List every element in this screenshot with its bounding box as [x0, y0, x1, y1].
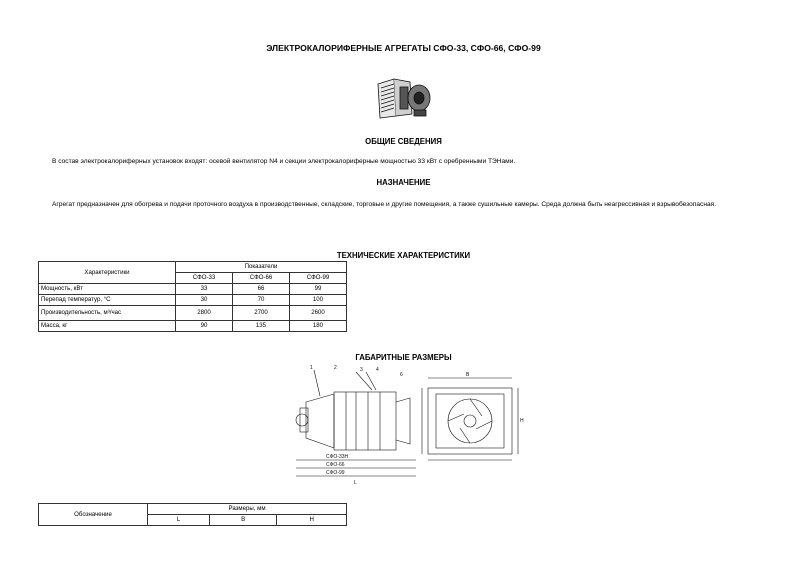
dim-letter: H — [520, 418, 524, 424]
callout-label: 3 — [360, 367, 363, 373]
col-sizes: Размеры, мм — [148, 504, 347, 515]
purpose-text: Агрегат предназначен для обогрева и подачи проточного воздуха в производственные, складские, торговые и другие помещения, а также сушильные камеры. Среда должна быть неагрессивная и взрывобезопасная. — [52, 201, 717, 208]
dimensions-drawing — [276, 364, 532, 488]
cell: 2800 — [176, 306, 233, 321]
dim-col-header: L — [148, 515, 210, 526]
dimensions-table — [38, 503, 347, 526]
table-row — [39, 284, 347, 295]
col-indicators: Показатели — [176, 262, 347, 273]
tech-heading: ТЕХНИЧЕСКИЕ ХАРАКТЕРИСТИКИ — [336, 251, 471, 260]
model-dim-label: СФО-66 — [326, 462, 345, 468]
cell: 99 — [290, 284, 347, 295]
cell: 70 — [233, 295, 290, 306]
dim-letter: B — [466, 372, 470, 378]
table-row — [39, 321, 347, 332]
tech-table — [38, 261, 347, 332]
cell: 66 — [233, 284, 290, 295]
callout-label: 4 — [376, 367, 379, 373]
cell: 30 — [176, 295, 233, 306]
cell: 33 — [176, 284, 233, 295]
row-label: Мощность, кВт — [39, 284, 176, 295]
model-dim-label: СФО-33Н — [326, 454, 349, 460]
model-header: СФО-66 — [233, 273, 290, 284]
callout-label: 6 — [400, 372, 403, 378]
callout-label: 1 — [310, 365, 313, 371]
row-label: Производительность, м³/час — [39, 306, 176, 321]
dim-letter: L — [354, 480, 357, 486]
row-label: Перепад температур, °С — [39, 295, 176, 306]
dimensions-heading: ГАБАРИТНЫЕ РАЗМЕРЫ — [355, 353, 452, 362]
general-heading: ОБЩИЕ СВЕДЕНИЯ — [365, 137, 442, 146]
row-label: Масса, кг — [39, 321, 176, 332]
col-characteristics: Характеристики — [39, 262, 176, 284]
dim-col-header: H — [277, 515, 347, 526]
product-thumbnail-image — [372, 74, 434, 122]
col-designation: Обозначение — [39, 504, 148, 526]
model-header: СФО-99 — [290, 273, 347, 284]
table-row — [39, 295, 347, 306]
cell: 90 — [176, 321, 233, 332]
cell: 2700 — [233, 306, 290, 321]
general-text: В состав электрокалориферных установок входят: осевой вентилятор N4 и секции электрокалориферные мощностью 33 кВт с оребренными ТЭНами. — [52, 158, 516, 165]
purpose-heading: НАЗНАЧЕНИЕ — [376, 178, 431, 187]
page-title: ЭЛЕКТРОКАЛОРИФЕРНЫЕ АГРЕГАТЫ СФО-33, СФО-66, СФО-99 — [266, 43, 541, 53]
cell: 135 — [233, 321, 290, 332]
cell: 2600 — [290, 306, 347, 321]
cell: 100 — [290, 295, 347, 306]
dim-col-header: B — [210, 515, 277, 526]
callout-label: 2 — [334, 365, 337, 371]
model-dim-label: СФО-99 — [326, 470, 345, 476]
model-header: СФО-33 — [176, 273, 233, 284]
table-row — [39, 306, 347, 321]
cell: 180 — [290, 321, 347, 332]
